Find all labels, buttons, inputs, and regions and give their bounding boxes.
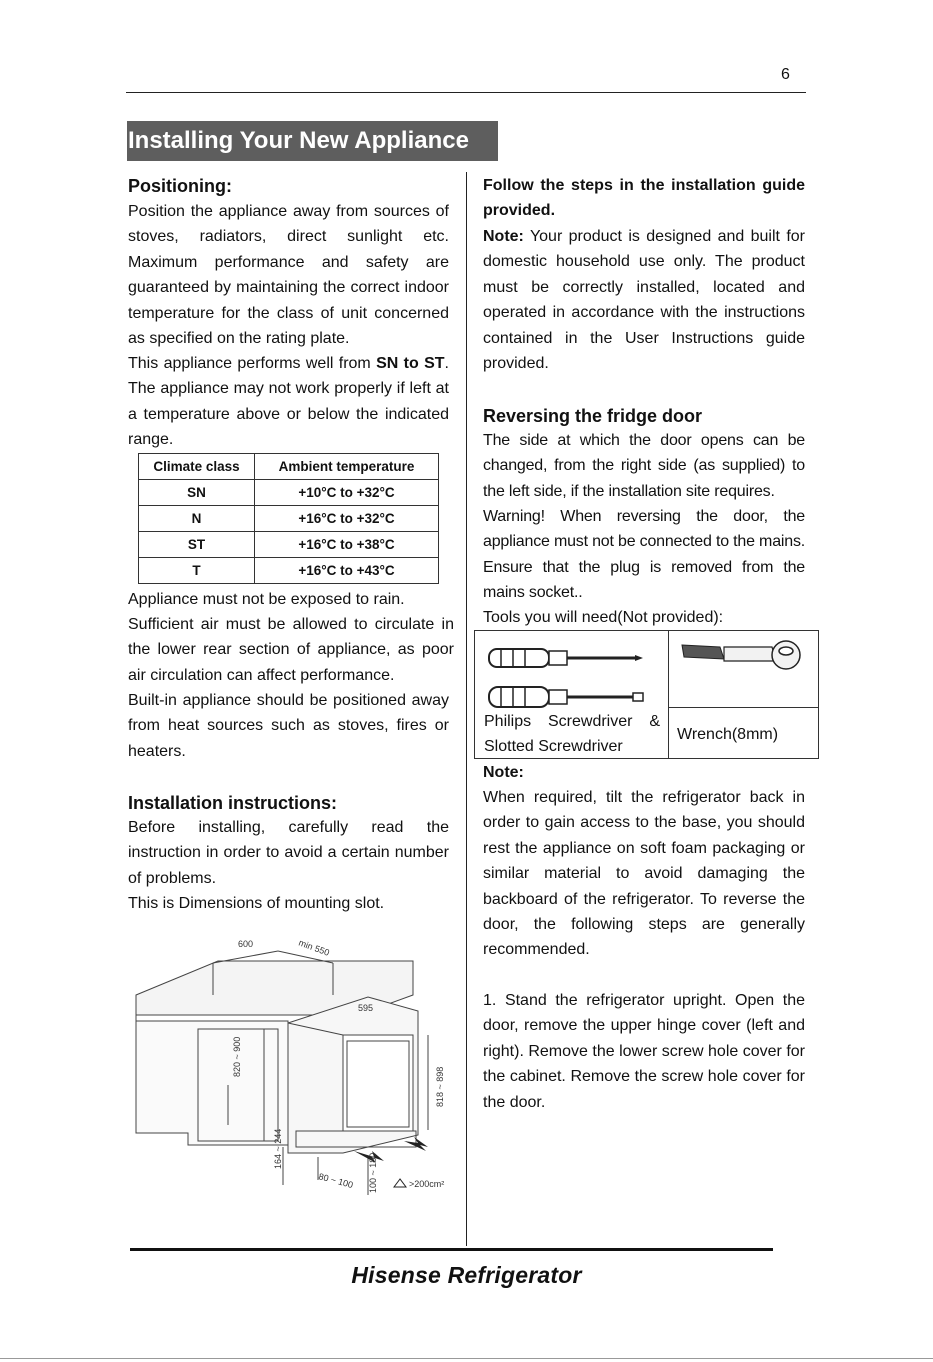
air-circulation-paragraph: Sufficient air must be allowed to circulate in the lower rear section of appliance, as poor air circulation can affect performance. [128, 616, 454, 684]
mounting-slot-diagram [128, 925, 458, 1220]
heat-sources-paragraph: Built-in appliance should be positioned away from heat sources such as stoves, fires or heaters. [128, 692, 449, 760]
label-appliance-width: 595 [358, 1003, 374, 1013]
label-vent-height: 100 ~ 180 [368, 1152, 378, 1193]
page-bottom-edge [0, 1358, 933, 1359]
wrench-icon [680, 633, 810, 683]
table-row [139, 558, 439, 584]
label-appliance-height: 818 ~ 898 [435, 1066, 445, 1107]
temperature-cell: +16°C to +43°C [255, 558, 439, 584]
label-min-depth: min 550 [297, 937, 331, 958]
tools-table [474, 630, 819, 759]
tools-intro: Tools you will need(Not provided): [483, 609, 724, 626]
temperature-range-paragraph [128, 351, 449, 453]
column-divider [466, 172, 467, 1246]
range-text-pre: This appliance performs well from [128, 355, 377, 372]
wrench-label: Wrench(8mm) [677, 726, 779, 743]
climate-class-cell: ST [139, 532, 255, 558]
climate-header-class: Climate class [139, 454, 255, 480]
label-plinth-height: 164 ~ 244 [273, 1128, 283, 1169]
temperature-cell: +10°C to +32°C [255, 480, 439, 506]
follow-steps-text: Follow the steps in the installation guide provided. [483, 177, 805, 220]
range-text-post: . The appliance may not work properly if left at a temperature above or below the indicated range. [128, 355, 449, 449]
rain-warning: Appliance must not be exposed to rain. [128, 591, 405, 608]
screwdriver-icon [485, 641, 650, 713]
reversing-door-paragraph: The side at which the door opens can be changed, from the right side (as supplied) to the left side, if the installation site requires. [483, 432, 805, 500]
reversing-door-heading: Reversing the fridge door [483, 406, 703, 426]
table-row [139, 480, 439, 506]
table-row [139, 532, 439, 558]
mounting-slot-caption: This is Dimensions of mounting slot. [128, 895, 385, 912]
climate-class-cell: N [139, 506, 255, 532]
climate-table [138, 453, 439, 584]
tools-table-divider [668, 631, 669, 758]
label-plinth-depth: 80 ~ 100 [317, 1171, 355, 1191]
note2-label: Note: [483, 764, 524, 781]
footer-brand: Hisense Refrigerator [351, 1262, 582, 1288]
positioning-paragraph: Position the appliance away from sources of stoves, radiators, direct sunlight etc. Maximum performance and safety are guaranteed by maintaining the correct indoor temperature for the class of unit concerned as specified on the rating plate. [128, 203, 449, 348]
footer-rule [130, 1248, 773, 1251]
climate-table-header [139, 454, 439, 480]
tools-table-row-divider [668, 707, 818, 708]
note-label: Note: [483, 228, 524, 245]
label-width: 600 [238, 939, 254, 949]
positioning-heading: Positioning: [128, 176, 232, 196]
temperature-cell: +16°C to +32°C [255, 506, 439, 532]
label-vent-area: >200cm² [409, 1179, 445, 1189]
warning-paragraph: Warning! When reversing the door, the appliance must not be connected to the mains. Ensure that the plug is removed from the mains socket.. [483, 508, 805, 602]
section-title-banner [127, 121, 498, 161]
table-row [139, 506, 439, 532]
step-1-paragraph: 1. Stand the refrigerator upright. Open the door, remove the upper hinge cover (left and right). Remove the lower screw hole cover for the cabinet. Remove the screw hole cover for the door. [483, 992, 805, 1111]
page-number: 6 [781, 66, 790, 83]
installation-paragraph: Before installing, carefully read the instruction in order to avoid a certain number of problems. [128, 819, 449, 887]
temperature-cell: +16°C to +38°C [255, 532, 439, 558]
section-title: Installing Your New Appliance [128, 127, 469, 154]
label-cabinet-height: 820 ~ 900 [232, 1036, 242, 1077]
header-rule [126, 92, 806, 93]
note-text: Your product is designed and built for domestic household use only. The product must be correctly installed, located and operated in accordance with the instructions contained in the User Instructions guide provided. [483, 228, 805, 373]
installation-heading: Installation instructions: [128, 793, 338, 813]
climate-class-cell: SN [139, 480, 255, 506]
climate-class-cell: T [139, 558, 255, 584]
screwdriver-label: Philips Screwdriver & Slotted Screwdriver [484, 713, 660, 756]
tilt-note-paragraph: When required, tilt the refrigerator back in order to gain access to the base, you should rest the appliance on soft foam packaging or similar material to avoid damaging the backboard of the refrigerator. To reverse the door, the following steps are generally recommended. [483, 789, 805, 959]
domestic-use-note [483, 224, 805, 376]
climate-header-temp: Ambient temperature [255, 454, 439, 480]
range-text-bold: SN to ST [376, 355, 445, 372]
